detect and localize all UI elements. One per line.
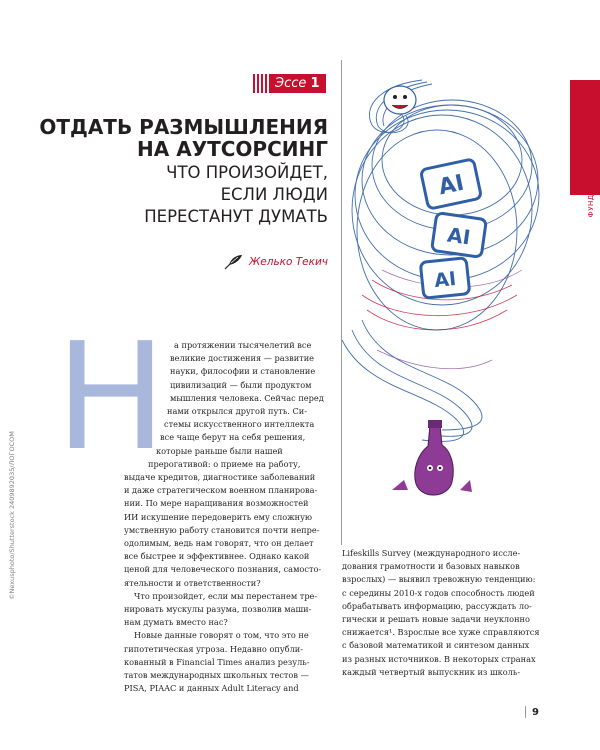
- col2-line: снижается¹. Взрослые все хуже справляются: [342, 627, 540, 638]
- col1-line: которые раньше были нашей: [156, 445, 283, 456]
- col1-line: науки, философии и становление: [170, 366, 316, 377]
- section-side-tab: [570, 80, 600, 195]
- subtitle-line-2: ЕСЛИ ЛЮДИ: [220, 185, 328, 204]
- col1-line: все чаще берут на себя решения,: [160, 432, 306, 443]
- col1-line: нам думать вместо нас?: [124, 617, 228, 628]
- article-subtitle: [144, 162, 328, 228]
- body-column-2: [342, 547, 540, 679]
- ai-genie-illustration: [342, 70, 562, 515]
- col1-line: все быстрее и эффективнее. Однако какой: [124, 551, 310, 562]
- col1-line: великие достижения — развитие: [170, 353, 315, 364]
- col1-line: а протяжении тысячелетий все: [174, 340, 312, 350]
- col1-line: выдаче кредитов, диагностике заболеваний: [124, 472, 316, 483]
- col1-line: нами открылся другой путь. Си-: [167, 406, 307, 417]
- col1-line: и даже стратегическом военном планирова-: [124, 485, 318, 496]
- col2-line: с середины 2010-х годов способность людей: [342, 587, 535, 598]
- col2-line: с базовой математикой и синтезом данных: [342, 640, 530, 651]
- feather-pen-icon: [223, 254, 243, 270]
- col1-line: татов международных школьных тестов —: [124, 670, 309, 681]
- col2-line: обрабатывать информацию, рассуждать ло-: [342, 600, 532, 611]
- ai-letter-blocks: [420, 159, 486, 298]
- col1-line: гипотетическая угроза. Недавно опубли-: [124, 643, 303, 654]
- genie-face: [384, 86, 416, 114]
- col1-line: одолимым, ведь нам говорят, что он делает: [124, 538, 314, 549]
- col1-line: цивилизаций — были продуктом: [170, 379, 312, 390]
- subtitle-line-3: ПЕРЕСТАНУТ ДУМАТЬ: [144, 207, 328, 226]
- col2-line: дования грамотности и базовых навыков: [342, 561, 520, 572]
- svg-text:AI: AI: [436, 170, 467, 201]
- title-line-1: ОТДАТЬ РАЗМЫШЛЕНИЯ: [39, 115, 328, 139]
- col1-line: ценой для человеческого познания, самосто-: [124, 564, 322, 575]
- col1-line: стемы искусственного интеллекта: [164, 419, 315, 430]
- col1-line: нии. По мере наращивания возможностей: [124, 498, 309, 509]
- svg-text:AI: AI: [433, 267, 458, 293]
- col1-line: ИИ искушение передоверить ему сложную: [124, 511, 313, 522]
- title-line-2: НА АУТСОРСИНГ: [137, 137, 328, 161]
- essay-tag-ticks: [253, 74, 271, 93]
- body-column-1: [124, 339, 324, 695]
- col1-line: умственную работу становится почти непре-: [124, 524, 320, 535]
- author-byline: [223, 254, 328, 270]
- magic-lamp-icon: [392, 420, 472, 495]
- col2-line: из разных источников. В некоторых странах: [342, 653, 536, 664]
- col1-line: ятельности и ответственности?: [124, 577, 261, 588]
- svg-text:AI: AI: [445, 222, 472, 250]
- section-label: ФУНДАМЕНТАЛЬНЫЕ ВОПРОСЫ: [587, 90, 595, 218]
- page-footer: [525, 706, 539, 718]
- col2-line: Lifeskills Survey (международного иссле-: [342, 548, 521, 558]
- page-number: 9: [532, 706, 539, 718]
- essay-tag-label: Эссе 1: [271, 74, 326, 93]
- footer-divider: [525, 706, 526, 718]
- col1-line: PISA, PIAAC и данных Adult Literacy and: [124, 683, 299, 694]
- col1-line: Новые данные говорят о том, что это не: [134, 630, 309, 641]
- author-name: Желько Текич: [248, 256, 328, 268]
- svg-text:Н: Н: [55, 311, 167, 483]
- col2-line: каждый четвертый выпускник из школь-: [342, 666, 521, 677]
- essay-tag: [253, 74, 326, 93]
- col1-line: нировать мускулы разума, позволив маши-: [124, 604, 312, 615]
- col1-line: кованный в Financial Times анализ резуль-: [124, 656, 310, 667]
- col2-line: взрослых) — выявил тревожную тенденцию:: [342, 574, 536, 585]
- col2-line: гически и решать новые задачи неуклонно: [342, 614, 530, 625]
- photo-credit: ©Nexusphoto/Shutterstock 2409892035/ЛОГОСОМ: [8, 431, 16, 600]
- subtitle-line-1: ЧТО ПРОИЗОЙДЕТ,: [166, 163, 328, 182]
- article-title: [39, 116, 328, 160]
- col1-line: мышления человека. Сейчас перед: [170, 392, 324, 403]
- col1-line: прерогативой: о приеме на работу,: [148, 458, 301, 469]
- col1-line: Что произойдет, если мы перестанем тре-: [134, 590, 318, 601]
